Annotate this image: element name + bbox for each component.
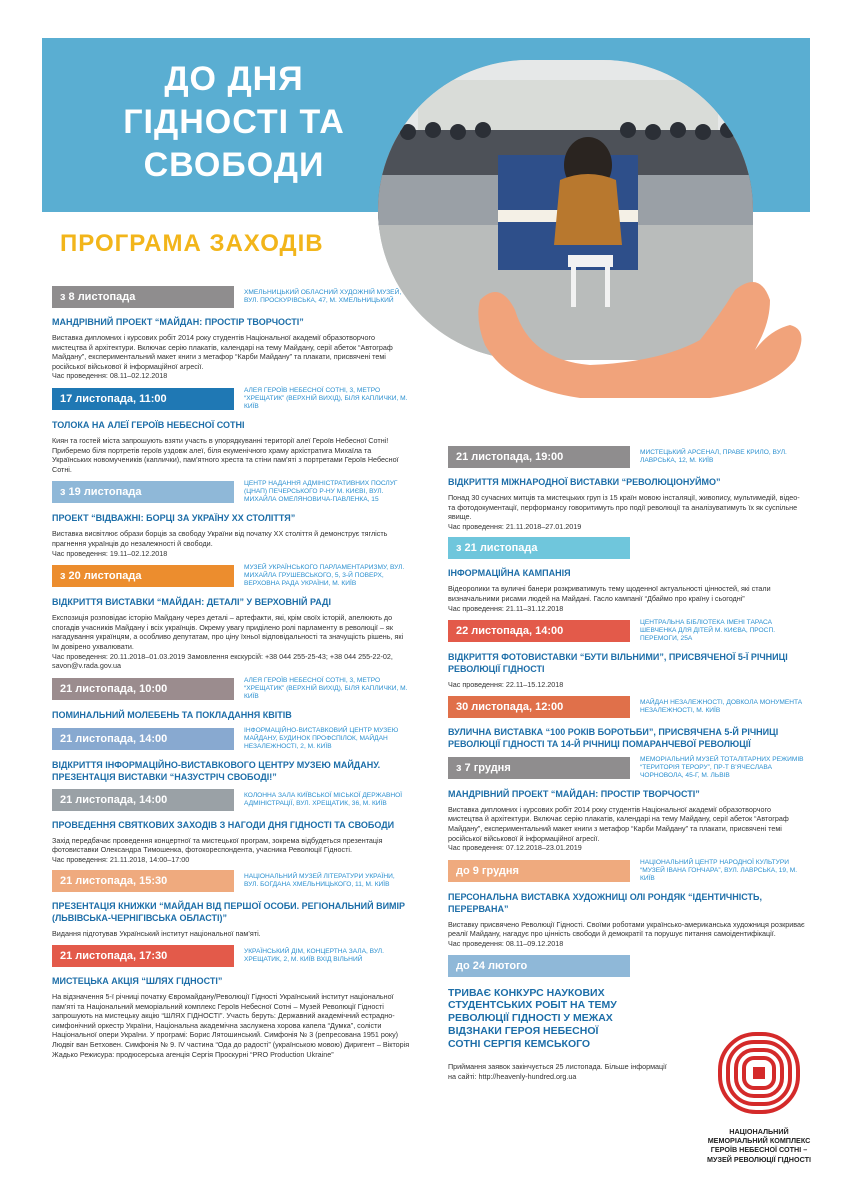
event-date: до 9 грудня	[448, 860, 630, 882]
event-header	[52, 564, 410, 588]
left-column	[52, 286, 410, 1065]
event-header	[52, 480, 410, 504]
event-header	[52, 286, 410, 308]
event-description: Експозиція розповідає історію Майдану через деталі – артефакти, які, крім своїх історій, апелюють до спогадів учасників Майдану і всіх українців. Окрему увагу приділено ролі парламенту в революції – як нагадування українцям, а особливо депутатам, про ціну їхньої відповідальності та значущість рішень, які їм довірено ухвалювати.	[52, 613, 404, 651]
event-header	[448, 756, 806, 780]
event-time: Час проведення: 19.11–02.12.2018	[52, 548, 168, 558]
event-date: з 7 грудня	[448, 757, 630, 779]
event-date: 22 листопада, 14:00	[448, 620, 630, 642]
event-header	[52, 387, 410, 411]
event-description: Видання підготував Український інститут національної пам’яті.	[52, 929, 261, 939]
event-venue: МИСТЕЦЬКИЙ АРСЕНАЛ, ПРАВЕ КРИЛО, ВУЛ. ЛАВРСЬКА, 12, М. КИЇВ	[640, 449, 787, 464]
event-description: Виставка висвітлює образи борців за свободу України від початку XX століття й демонструє тяглість прагнення українців до незалежності й свободи.	[52, 529, 388, 548]
event-header	[448, 955, 806, 977]
contest-note: Приймання заявок закінчується 25 листопада. Більше інформації на сайті: http://heavenly-hundred.org.ua	[448, 1062, 667, 1082]
event-header	[52, 677, 410, 701]
event-date: до 24 лютого	[448, 955, 630, 977]
event-header	[448, 859, 806, 883]
event-card	[52, 677, 410, 721]
event-date: з 19 листопада	[52, 481, 234, 503]
event-title: ІНФОРМАЦІЙНА КАМПАНІЯ	[448, 568, 571, 579]
event-description: Захід передбачає проведення концертної та мистецької програм, зокрема відбудеться презентація фотовиставки Олександра Тимошенка, фотокореспондента, учасника Революції Гідності.	[52, 835, 383, 855]
event-venue: МАЙДАН НЕЗАЛЕЖНОСТІ, ДОВКОЛА МОНУМЕНТА НЕЗАЛЕЖНОСТІ, М. КИЇВ	[640, 698, 803, 714]
event-title: ВІДКРИТТЯ ВИСТАВКИ “МАЙДАН: ДЕТАЛІ” У ВЕРХОВНІЙ РАДІ	[52, 597, 331, 608]
event-description: На відзначення 5-ї річниці початку Євромайдану/Революції Гідності Український інститут національної пам’яті та Національний меморіальний комплекс Героїв Небесної Сотні – Музей Революції Гідності запрошують на мистецьку акцію “ШЛЯХ ГІДНОСТІ”. Участь беруть: Державний академічний естрадно-симфонічний оркестр України, Національна академічна заслужена хорова капела “Думка”, солісти Національної опери України. У програмі: Борис Лятошинський. Симфонія № 3 (репресована 1951 року) Людвіг ван Бетховен. Симфонія № 9. IV частина “Ода до радості” (українською мовою) Диригент – Вікторія Жадько Режисура: продюсерська агенція Сергія Проскурні “PRO Production Ukraine”	[52, 992, 410, 1059]
event-header	[52, 789, 410, 811]
event-title: ПОМИНАЛЬНИЙ МОЛЕБЕНЬ ТА ПОКЛАДАННЯ КВІТІВ	[52, 709, 292, 720]
event-title: ПРЕЗЕНТАЦІЯ КНИЖКИ “МАЙДАН ВІД ПЕРШОЇ ОСОБИ. РЕГІОНАЛЬНИЙ ВИМІР (ЛЬВІВСЬКА-ЧЕРНІГІВСЬКА ОБЛАСТІ)”	[52, 901, 406, 924]
event-date: з 21 листопада	[448, 537, 630, 559]
event-title: ВІДКРИТТЯ ІНФОРМАЦІЙНО-ВИСТАВКОВОГО ЦЕНТРУ МУЗЕЮ МАЙДАНУ. ПРЕЗЕНТАЦІЯ ВИСТАВКИ “НАЗУСТРІЧ СВОБОДІ!”	[52, 759, 381, 782]
event-date: 21 листопада, 15:30	[52, 870, 234, 892]
event-date: 30 листопада, 12:00	[448, 696, 630, 718]
event-title: ПРОВЕДЕННЯ СВЯТКОВИХ ЗАХОДІВ З НАГОДИ ДНЯ ГІДНОСТІ ТА СВОБОДИ	[52, 819, 395, 830]
museum-logo	[704, 1030, 814, 1164]
event-venue: ІНФОРМАЦІЙНО-ВИСТАВКОВИЙ ЦЕНТР МУЗЕЮ МАЙДАНУ, БУДИНОК ПРОФСПІЛОК, МАЙДАН НЕЗАЛЕЖНОСТІ, 2, М. КИЇВ	[244, 726, 399, 750]
event-venue: ЦЕНТР НАДАННЯ АДМІНІСТРАТИВНИХ ПОСЛУГ (ЦНАП) ПЕЧЕРСЬКОГО Р-НУ М. КИЄВІ, ВУЛ. МИХАЙЛА ОМЕЛЯНОВИЧА-ПАВЛЕНКА, 15	[244, 480, 398, 504]
event-card	[448, 859, 806, 949]
event-venue: ХМЕЛЬНИЦЬКИЙ ОБЛАСНИЙ ХУДОЖНІЙ МУЗЕЙ, ВУЛ. ПРОСКУРІВСЬКА, 47, М. ХМЕЛЬНИЦЬКИЙ	[244, 289, 402, 304]
event-venue: АЛЕЯ ГЕРОЇВ НЕБЕСНОЇ СОТНІ, 3, МЕТРО “ХРЕЩАТИК” (ВЕРХНІЙ ВИХІД), БІЛЯ КАПЛИЧКИ, М. КИЇВ	[244, 386, 408, 410]
event-card	[52, 387, 410, 474]
event-header	[448, 537, 806, 559]
event-header	[52, 870, 410, 892]
event-venue: КОЛОННА ЗАЛА КИЇВСЬКОЇ МІСЬКОЇ ДЕРЖАВНОЇ АДМІНІСТРАЦІЇ, ВУЛ. ХРЕЩАТИК, 36, М. КИЇВ	[244, 791, 403, 807]
event-time: Час проведення: 07.12.2018–23.01.2019	[448, 843, 582, 853]
event-card	[448, 619, 806, 690]
event-venue: АЛЕЯ ГЕРОЇВ НЕБЕСНОЇ СОТНІ, 3, МЕТРО “ХРЕЩАТИК” (ВЕРХНІЙ ВИХІД), БІЛЯ КАПЛИЧКИ, М. КИЇВ	[244, 676, 408, 700]
event-description: Понад 30 сучасних митців та мистецьких груп із 15 країн мовою інсталяції, живопису, мультимедій, відео- та фотодокументації, перформансу говоритимуть про події революції та аналізуватимуть їх як суспільне явище.	[448, 493, 800, 522]
page-title: ДО ДНЯ ГІДНОСТІ ТА СВОБОДИ	[123, 60, 345, 184]
event-card	[52, 286, 410, 381]
event-title: МАНДРІВНИЙ ПРОЕКТ “МАЙДАН: ПРОСТІР ТВОРЧОСТІ”	[448, 788, 700, 799]
event-card	[448, 696, 806, 750]
event-description: Виставка дипломних і курсових робіт 2014 року студентів Національної академії образотворчого мистецтва й архітектури. Включає серію плакатів, календарі на тему Майдану, серії абеток “Автограф Майдану”, експериментальний макет книги з метафор “Карби Майдану” та плакати, присвячені темі російської військової й інформаційної агресії.	[448, 804, 789, 843]
event-date: 21 листопада, 14:00	[52, 789, 234, 811]
right-column	[448, 446, 806, 1082]
event-title: ПЕРСОНАЛЬНА ВИСТАВКА ХУДОЖНИЦІ ОЛІ РОНДЯК “ІДЕНТИЧНІСТЬ, ПЕРЕРВАНА”	[448, 891, 762, 914]
contest-announcement: ТРИВАЄ КОНКУРС НАУКОВИХ СТУДЕНТСЬКИХ РОБІТ НА ТЕМУ РЕВОЛЮЦІЇ ГІДНОСТІ У МЕЖАХ ВІДЗНАКИ ГЕРОЯ НЕБЕСНОЇ СОТНІ СЕРГІЯ КЕМСЬКОГО	[448, 986, 617, 1050]
event-card	[448, 446, 806, 531]
event-venue: УКРАЇНСЬКИЙ ДІМ, КОНЦЕРТНА ЗАЛА, ВУЛ. ХРЕЩАТИК, 2, М. КИЇВ ВХІД ВІЛЬНИЙ	[244, 948, 384, 964]
event-title: ВІДКРИТТЯ ФОТОВИСТАВКИ “БУТИ ВІЛЬНИМИ”, ПРИСВЯЧЕНОЇ 5-Ї РІЧНИЦІ РЕВОЛЮЦІЇ ГІДНОСТІ	[448, 652, 788, 675]
event-time: Час проведення: 08.11–02.12.2018	[52, 371, 168, 381]
event-description: Виставка дипломних і курсових робіт 2014 року студентів Національної академії образотворчого мистецтва й архітектури. Включає серію плакатів, календарі на тему Майдану, серії абеток “Автограф Майдану”, експериментальний макет книги з метафор “Карби Майдану” та плакати, присвячені темі російської військової й інформаційної агресії.	[52, 333, 393, 371]
event-card	[52, 870, 410, 939]
event-card	[448, 955, 806, 977]
event-title: МИСТЕЦЬКА АКЦІЯ “ШЛЯХ ГІДНОСТІ”	[52, 976, 223, 987]
event-header	[448, 696, 806, 718]
event-date: 17 листопада, 11:00	[52, 388, 234, 410]
program-subtitle: ПРОГРАМА ЗАХОДІВ	[60, 230, 324, 257]
event-venue: ЦЕНТРАЛЬНА БІБЛІОТЕКА ІМЕНІ ТАРАСА ШЕВЧЕНКА ДЛЯ ДІТЕЙ М. КИЄВА, ПРОСП. ПЕРЕМОГИ, 25А	[640, 619, 776, 643]
event-venue: МУЗЕЙ УКРАЇНСЬКОГО ПАРЛАМЕНТАРИЗМУ, ВУЛ. МИХАЙЛА ГРУШЕВСЬКОГО, 5, 3-Й ПОВЕРХ, ВЕРХОВНА РАДА УКРАЇНИ, М. КИЇВ	[244, 564, 405, 588]
event-card	[52, 564, 410, 671]
event-title: МАНДРІВНИЙ ПРОЕКТ “МАЙДАН: ПРОСТІР ТВОРЧОСТІ”	[52, 317, 304, 327]
event-venue: НАЦІОНАЛЬНИЙ ЦЕНТР НАРОДНОЇ КУЛЬТУРИ “МУЗЕЙ ІВАНА ГОНЧАРА”, ВУЛ. ЛАВРСЬКА, 19, М. КИЇВ	[640, 858, 798, 882]
event-title: ВІДКРИТТЯ МІЖНАРОДНОЇ ВИСТАВКИ “РЕВОЛЮЦІОНУЙМО”	[448, 477, 721, 487]
concentric-squares-logo-icon	[716, 1030, 802, 1116]
event-title: ПРОЕКТ “ВІДВАЖНІ: БОРЦІ ЗА УКРАЇНУ XX СТОЛІТТЯ”	[52, 513, 296, 524]
event-time: Час проведення: 21.11.2018, 14:00–17:00	[52, 854, 190, 864]
event-time: Час проведення: 08.11–09.12.2018	[448, 938, 564, 948]
event-time: Час проведення: 22.11–15.12.2018	[448, 680, 564, 690]
event-time: Час проведення: 21.11–31.12.2018	[448, 603, 564, 613]
event-card	[52, 945, 410, 1059]
event-header	[448, 446, 806, 468]
event-date: 21 листопада, 14:00	[52, 728, 234, 750]
event-title: ТОЛОКА НА АЛЕЇ ГЕРОЇВ НЕБЕСНОЇ СОТНІ	[52, 419, 245, 430]
event-venue: МЕМОРІАЛЬНИЙ МУЗЕЙ ТОТАЛІТАРНИХ РЕЖИМІВ “ТЕРИТОРІЯ ТЕРОРУ”, ПР-Т В’ЯЧЕСЛАВА ЧОРНОВОЛА, 45-Г, М. ЛЬВІВ	[640, 755, 804, 779]
logo-caption: НАЦІОНАЛЬНИЙ МЕМОРІАЛЬНИЙ КОМПЛЕКС ГЕРОЇВ НЕБЕСНОЇ СОТНІ – МУЗЕЙ РЕВОЛЮЦІЇ ГІДНОСТІ	[707, 1127, 811, 1164]
event-date: 21 листопада, 19:00	[448, 446, 630, 468]
event-date: з 20 листопада	[52, 565, 234, 587]
hand-illustration	[470, 270, 810, 400]
event-title: ВУЛИЧНА ВИСТАВКА “100 РОКІВ БОРОТЬБИ”, ПРИСВЯЧЕНА 5-Й РІЧНИЦІ РЕВОЛЮЦІЇ ГІДНОСТІ ТА 14-Й РІЧНИЦІ ПОМАРАНЧЕВОЇ РЕВОЛЮЦІЇ	[448, 726, 779, 749]
event-date: 21 листопада, 10:00	[52, 678, 234, 700]
event-time: Час проведення: 20.11.2018–01.03.2019 Замовлення екскурсій: +38 044 255-25-43; +38 044 255-22-02, savon@v.rada.gov.ua	[52, 651, 393, 671]
event-header	[448, 619, 806, 643]
event-header	[52, 727, 410, 751]
event-card	[52, 789, 410, 865]
event-header	[52, 945, 410, 967]
event-date: 21 листопада, 17:30	[52, 945, 234, 967]
event-card	[448, 537, 806, 613]
event-venue: НАЦІОНАЛЬНИЙ МУЗЕЙ ЛІТЕРАТУРИ УКРАЇНИ, ВУЛ. БОГДАНА ХМЕЛЬНИЦЬКОГО, 11, М. КИЇВ	[244, 873, 395, 889]
event-description: Виставку присвячено Революції Гідності. Своїми роботами українсько-американська художниця розкриває реалії Майдану, нагадує про цінність свободи й демократії та порушує питання самоідентифікації.	[448, 919, 805, 939]
event-time: Час проведення: 21.11.2018–27.01.2019	[448, 521, 582, 531]
event-card	[52, 727, 410, 783]
event-description: Киян та гостей міста запрошують взяти участь в упорядкуванні території алеї Героїв Небесної Сотні! Приберемо біля портретів героїв уздовж алеї, біля екуменічного храму архістратига Михаїла та Українських новомучеників (каплички), пам’ятного хреста та стіни пам’яті з портретами Героїв Небесної Сотні.	[52, 435, 399, 474]
event-date: з 8 листопада	[52, 286, 234, 308]
event-card	[52, 480, 410, 558]
event-description: Відеоролики та вуличні банери розкриватимуть тему щоденної актуальності цінностей, які стали визначальними рисами людей на Майдані. Гасло кампанії “Дбаймо про країну і сьогодні”	[448, 584, 771, 603]
event-card	[448, 756, 806, 853]
